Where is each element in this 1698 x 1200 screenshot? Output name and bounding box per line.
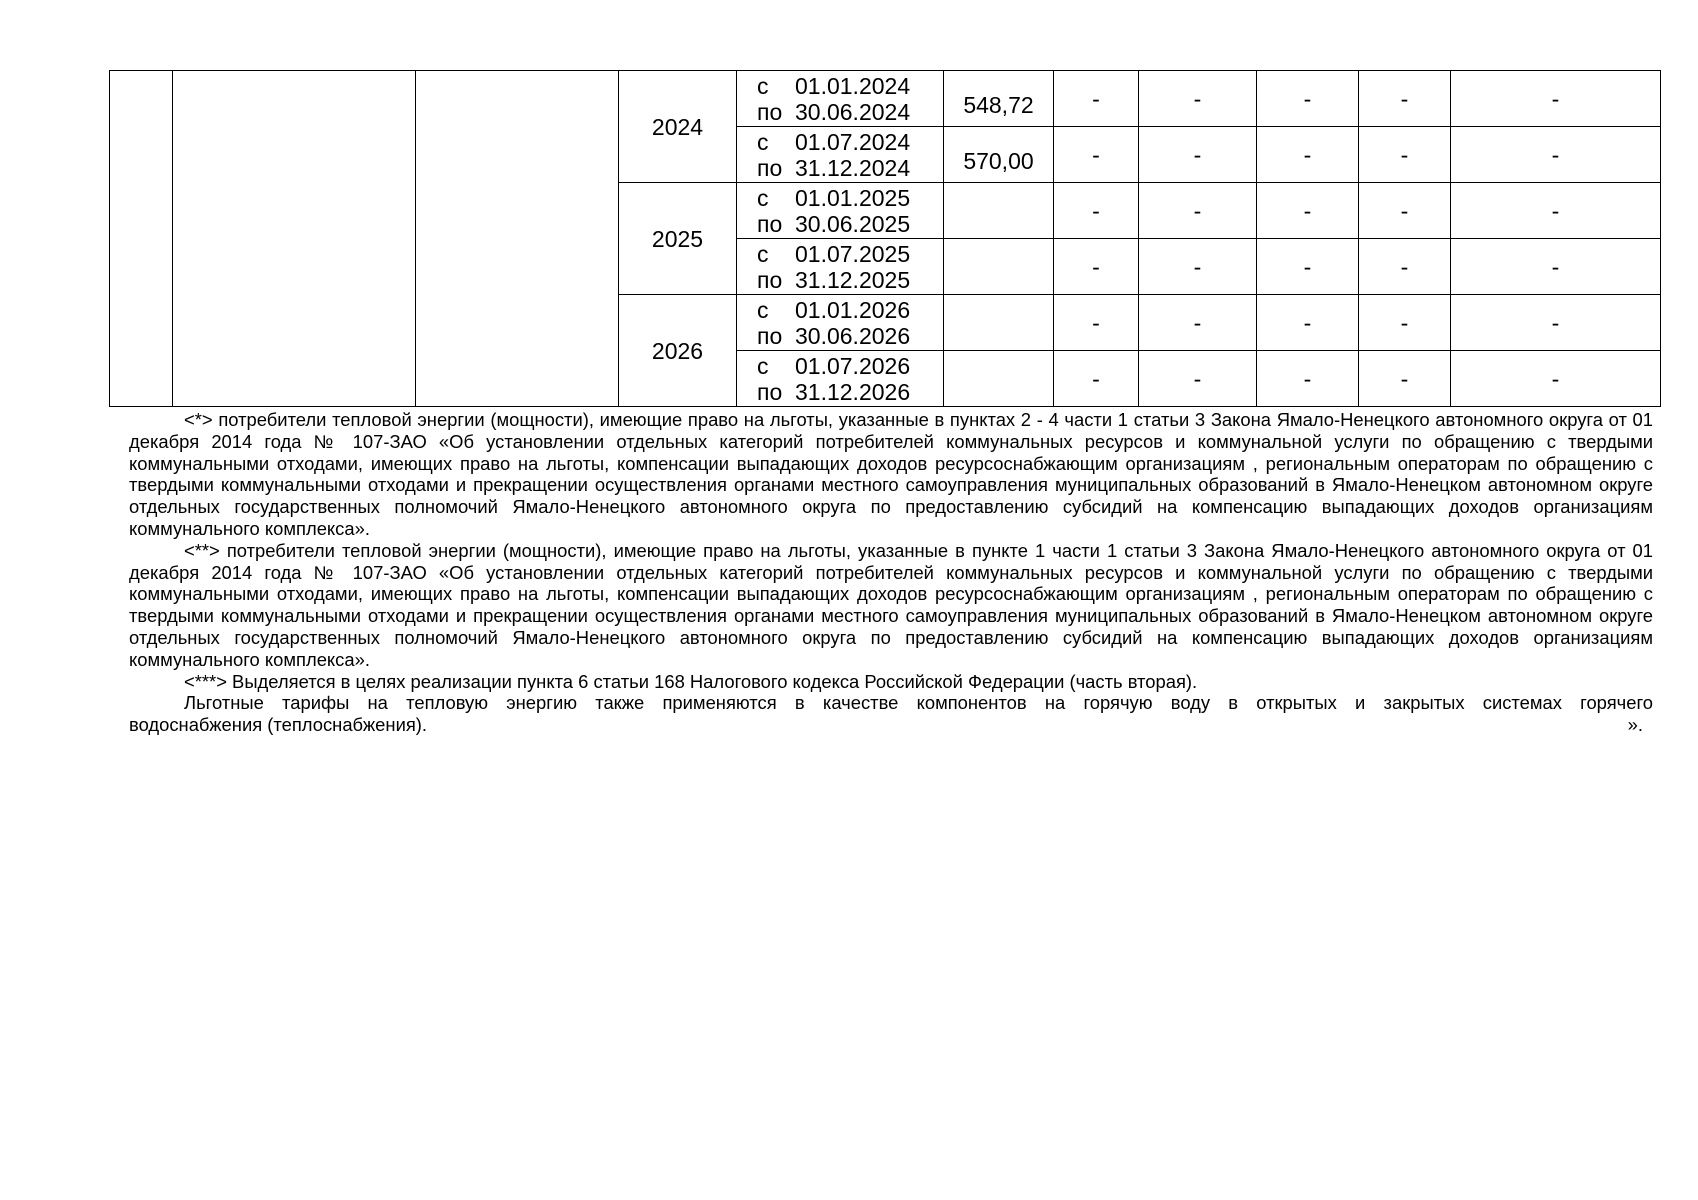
footnote-single-asterisk: <*> потребители тепловой энергии (мощности), имеющие право на льготы, указанные в пунктах 2 - 4 части 1 статьи 3 Закона Ямало-Ненецкого автономного округа от 01 декабря 2014 года № 107-ЗАО «Об установлении отдельных категорий потребителей коммунальных ресурсов и коммунальной услуги по обращению с твердыми коммунальными отходами, имеющих право на льготы, компенсации выпадающих доходов ресурсоснабжающим организациям , региональным операторам по обращению с твердыми коммунальными отходами и прекращении осуществления органами местного самоуправления муниципальных образований в Ямало-Ненецком автономном округе отдельных государственных полномочий Ямало-Ненецкого автономного округа по предоставлению субсидий на компенсацию выпадающих доходов организациям коммунального комплекса». (129, 409, 1653, 539)
period-to (757, 379, 943, 405)
period-cell (737, 351, 944, 407)
footnote-double-asterisk: <**> потребители тепловой энергии (мощности), имеющие право на льготы, указанные в пункте 1 части 1 статьи 3 Закона Ямало-Ненецкого автономного округа от 01 декабря 2014 года № 107-ЗАО «Об установлении отдельных категорий потребителей коммунальных ресурсов и коммунальной услуги по обращению с твердыми коммунальными отходами, имеющих право на льготы, компенсации выпадающих доходов ресурсоснабжающим организациям , региональным операторам по обращению с твердыми коммунальными отходами и прекращении осуществления органами местного самоуправления муниципальных образований в Ямало-Ненецком автономном округе отдельных государственных полномочий Ямало-Ненецкого автономного округа по предоставлению субсидий на компенсацию выпадающих доходов организациям коммунального комплекса». (129, 539, 1653, 670)
table-row (110, 71, 1661, 127)
period-to-prefix: по (757, 266, 783, 293)
price-cell (944, 351, 1054, 407)
period-from-date: 01.07.2026 (795, 352, 911, 379)
period-from-date: 01.01.2024 (795, 72, 911, 99)
tariff-table-body (110, 71, 1661, 407)
period-from (757, 73, 943, 99)
price-value (944, 204, 1053, 217)
period-from (757, 129, 943, 155)
dash-cell: - (1054, 351, 1139, 407)
dash-cell: - (1451, 183, 1661, 239)
period-from-date: 01.01.2025 (795, 184, 911, 211)
year-cell: 2026 (619, 295, 737, 407)
period-to-date: 30.06.2024 (795, 98, 911, 125)
period-from-prefix: с (757, 128, 769, 155)
dash-cell: - (1451, 127, 1661, 183)
period-from (757, 185, 943, 211)
dash-cell: - (1257, 183, 1359, 239)
price-value (944, 316, 1053, 329)
dash-cell: - (1139, 239, 1257, 295)
price-value: 548,72 (963, 92, 1034, 118)
year-cell: 2024 (619, 71, 737, 183)
dash-cell: - (1359, 295, 1451, 351)
dash-cell: - (1054, 295, 1139, 351)
period-to-prefix: по (757, 378, 783, 405)
footnotes (109, 409, 1654, 736)
period-to (757, 211, 943, 237)
type-cell (416, 71, 619, 407)
dash-cell: - (1451, 295, 1661, 351)
period-cell (737, 71, 944, 127)
period-from-prefix: с (757, 296, 769, 323)
tariff-table (109, 70, 1661, 407)
period-to (757, 155, 943, 181)
period-from-date: 01.07.2025 (795, 240, 911, 267)
period-to (757, 267, 943, 293)
period-to-date: 30.06.2025 (795, 210, 911, 237)
dash-cell: - (1054, 127, 1139, 183)
period-to-prefix: по (757, 210, 783, 237)
document-page (109, 70, 1654, 736)
period-from (757, 353, 943, 379)
dash-cell: - (1359, 239, 1451, 295)
dash-cell: - (1139, 127, 1257, 183)
dash-cell: - (1139, 295, 1257, 351)
price-cell (944, 71, 1054, 127)
period-from-prefix: с (757, 184, 769, 211)
price-value: 570,00 (963, 148, 1034, 174)
period-to-date: 31.12.2025 (795, 266, 911, 293)
num-cell (110, 71, 173, 407)
price-cell (944, 127, 1054, 183)
period-from-date: 01.07.2024 (795, 128, 911, 155)
dash-cell: - (1257, 71, 1359, 127)
dash-cell: - (1054, 239, 1139, 295)
period-from-date: 01.01.2026 (795, 296, 911, 323)
dash-cell: - (1359, 183, 1451, 239)
dash-cell: - (1054, 183, 1139, 239)
preferential-tariffs-note-line1: Льготные тарифы на тепловую энергию также применяются в качестве компонентов на горячую воду в открытых и закрытых системах горячего (184, 692, 1653, 714)
period-from (757, 241, 943, 267)
period-cell (737, 239, 944, 295)
period-to-prefix: по (757, 154, 783, 181)
period-to-prefix: по (757, 98, 783, 125)
price-cell (944, 239, 1054, 295)
dash-cell: - (1139, 71, 1257, 127)
period-to (757, 323, 943, 349)
dash-cell: - (1359, 351, 1451, 407)
dash-cell: - (1451, 71, 1661, 127)
closing-quote: ». (1627, 714, 1643, 736)
period-cell (737, 183, 944, 239)
period-to-prefix: по (757, 322, 783, 349)
price-cell (944, 183, 1054, 239)
dash-cell: - (1257, 295, 1359, 351)
period-from-prefix: с (757, 240, 769, 267)
period-from (757, 297, 943, 323)
name-cell (173, 71, 416, 407)
period-to (757, 99, 943, 125)
price-value (944, 260, 1053, 273)
price-cell (944, 295, 1054, 351)
dash-cell: - (1139, 351, 1257, 407)
year-cell: 2025 (619, 183, 737, 295)
period-to-date: 31.12.2026 (795, 378, 911, 405)
period-from-prefix: с (757, 72, 769, 99)
period-to-date: 31.12.2024 (795, 154, 911, 181)
period-from-prefix: с (757, 352, 769, 379)
price-value (944, 372, 1053, 385)
period-cell (737, 127, 944, 183)
dash-cell: - (1451, 351, 1661, 407)
preferential-tariffs-note-line2-wrap (129, 714, 1653, 736)
footnote-triple-asterisk: <***> Выделяется в целях реализации пункта 6 статьи 168 Налогового кодекса Российской Федерации (часть вторая). (184, 670, 1198, 692)
period-to-date: 30.06.2026 (795, 322, 911, 349)
dash-cell: - (1359, 127, 1451, 183)
dash-cell: - (1257, 127, 1359, 183)
dash-cell: - (1139, 183, 1257, 239)
dash-cell: - (1451, 239, 1661, 295)
dash-cell: - (1257, 239, 1359, 295)
period-cell (737, 295, 944, 351)
dash-cell: - (1359, 71, 1451, 127)
dash-cell: - (1257, 351, 1359, 407)
preferential-tariffs-note-line2: водоснабжения (теплоснабжения). (129, 714, 428, 736)
dash-cell: - (1054, 71, 1139, 127)
